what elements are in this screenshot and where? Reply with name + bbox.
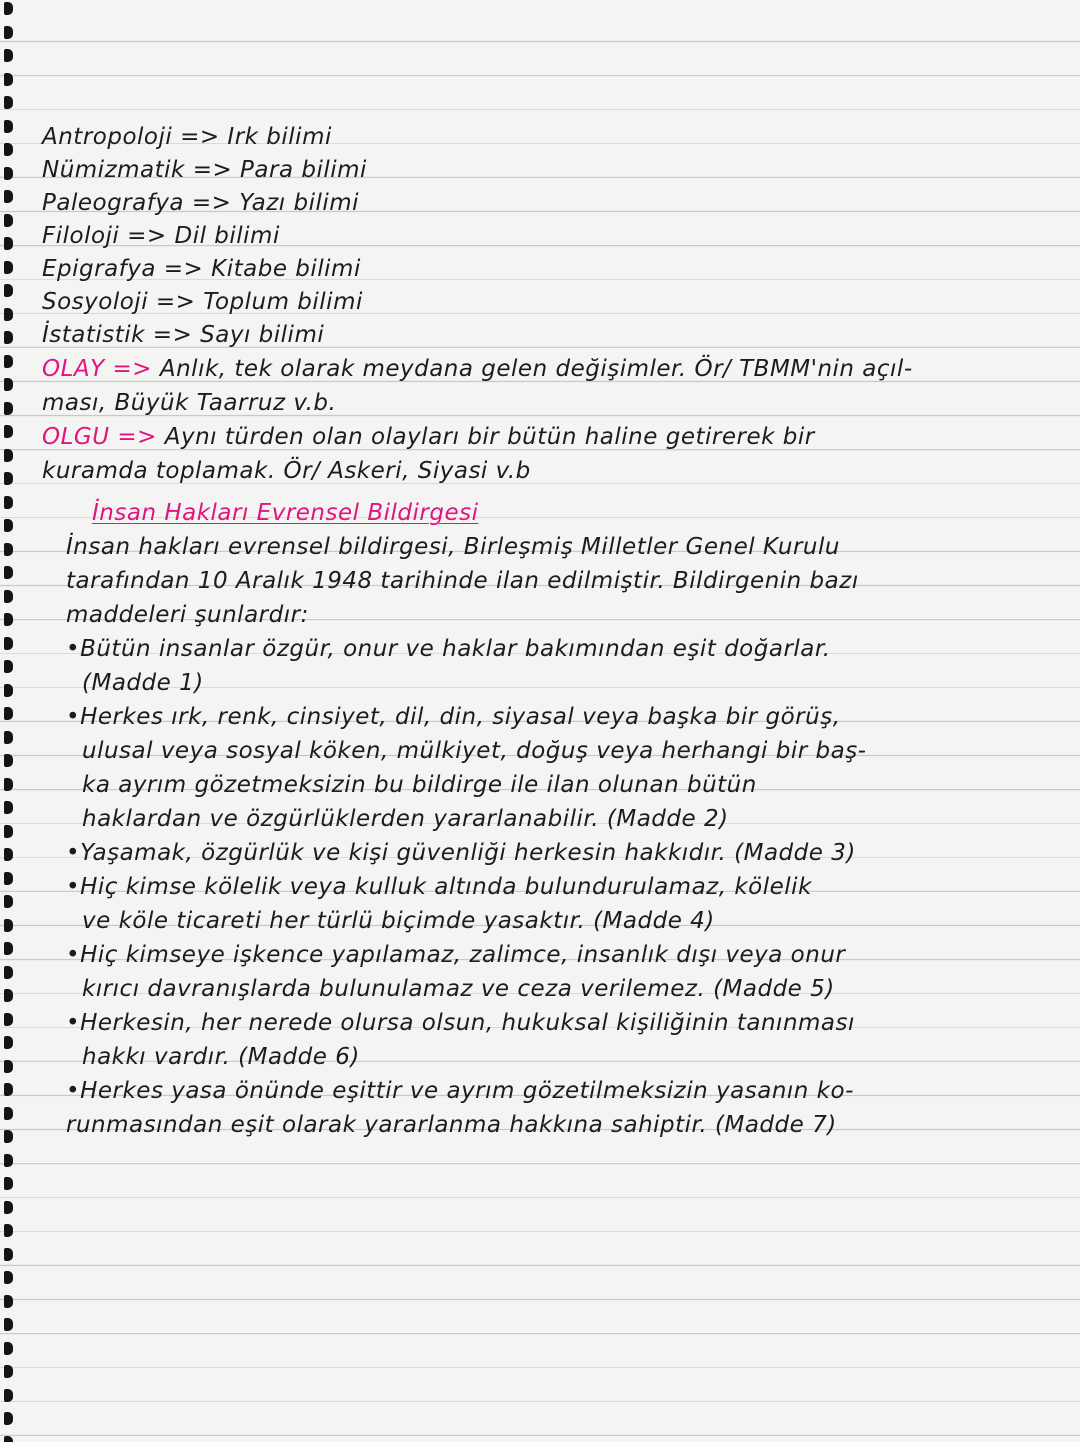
term-line: İstatistik => Sayı bilimi: [42, 322, 325, 348]
olay-line: [42, 352, 913, 386]
spiral-hole: [4, 167, 13, 180]
spiral-hole: [4, 543, 13, 556]
spiral-hole: [4, 1248, 13, 1261]
olgu-line-cont: kuramda toplamak. Ör/ Askeri, Siyasi v.b: [42, 458, 531, 484]
spiral-hole: [4, 1060, 13, 1073]
olay-label: OLAY =>: [42, 356, 153, 382]
spiral-hole: [4, 1271, 13, 1284]
spiral-hole: [4, 1365, 13, 1378]
spiral-hole: [4, 590, 13, 603]
body-line: •Bütün insanlar özgür, onur ve haklar bakımından eşit doğarlar.: [66, 636, 831, 662]
term-line: Nümizmatik => Para bilimi: [42, 157, 367, 183]
olgu-label: OLGU =>: [42, 424, 157, 450]
spiral-hole: [4, 1036, 13, 1049]
spiral-hole: [4, 378, 13, 391]
spiral-hole: [4, 26, 13, 39]
spiral-hole: [4, 1412, 13, 1425]
spiral-hole: [4, 1107, 13, 1120]
spiral-hole: [4, 707, 13, 720]
body-line: •Hiç kimse kölelik veya kulluk altında bulundurulamaz, kölelik: [66, 874, 812, 900]
body-line: ka ayrım gözetmeksizin bu bildirge ile ilan olunan bütün: [82, 772, 757, 798]
spiral-hole: [4, 425, 13, 438]
body-line: kırıcı davranışlarda bulunulamaz ve ceza verilemez. (Madde 5): [82, 976, 835, 1002]
spiral-hole: [4, 566, 13, 579]
spiral-hole: [4, 2, 13, 15]
section-heading: İnsan Hakları Evrensel Bildirgesi: [92, 500, 479, 526]
spiral-hole: [4, 402, 13, 415]
spiral-hole: [4, 284, 13, 297]
spiral-hole: [4, 49, 13, 62]
spiral-binding: [0, 0, 22, 1442]
spiral-hole: [4, 1342, 13, 1355]
spiral-hole: [4, 825, 13, 838]
body-line: (Madde 1): [82, 670, 204, 696]
spiral-hole: [4, 895, 13, 908]
spiral-hole: [4, 519, 13, 532]
spiral-hole: [4, 919, 13, 932]
spiral-hole: [4, 449, 13, 462]
olay-text: Anlık, tek olarak meydana gelen değişimler. Ör/ TBMM'nin açıl-: [159, 356, 913, 382]
body-line: maddeleri şunlardır:: [66, 602, 309, 628]
term-line: Paleografya => Yazı bilimi: [42, 190, 360, 216]
spiral-hole: [4, 190, 13, 203]
spiral-hole: [4, 261, 13, 274]
spiral-hole: [4, 637, 13, 650]
term-line: Sosyoloji => Toplum bilimi: [42, 289, 363, 315]
spiral-hole: [4, 237, 13, 250]
spiral-hole: [4, 1013, 13, 1026]
spiral-hole: [4, 1130, 13, 1143]
body-line: İnsan hakları evrensel bildirgesi, Birleşmiş Milletler Genel Kurulu: [66, 534, 840, 560]
spiral-hole: [4, 355, 13, 368]
spiral-hole: [4, 496, 13, 509]
body-line: ulusal veya sosyal köken, mülkiyet, doğuş veya herhangi bir baş-: [82, 738, 867, 764]
term-line: Antropoloji => Irk bilimi: [42, 124, 332, 150]
body-line: •Hiç kimseye işkence yapılamaz, zalimce, insanlık dışı veya onur: [66, 942, 846, 968]
spiral-hole: [4, 1295, 13, 1308]
body-line: •Herkesin, her nerede olursa olsun, hukuksal kişiliğinin tanınması: [66, 1010, 855, 1036]
spiral-hole: [4, 1224, 13, 1237]
spiral-hole: [4, 754, 13, 767]
body-line: runmasından eşit olarak yararlanma hakkına sahiptir. (Madde 7): [66, 1112, 837, 1138]
spiral-hole: [4, 1177, 13, 1190]
body-line: •Herkes ırk, renk, cinsiyet, dil, din, siyasal veya başka bir görüş,: [66, 704, 841, 730]
spiral-hole: [4, 331, 13, 344]
term-line: Epigrafya => Kitabe bilimi: [42, 256, 361, 282]
spiral-hole: [4, 848, 13, 861]
spiral-hole: [4, 660, 13, 673]
olay-line-cont: ması, Büyük Taarruz v.b.: [42, 390, 337, 416]
spiral-hole: [4, 1154, 13, 1167]
body-line: haklardan ve özgürlüklerden yararlanabilir. (Madde 2): [82, 806, 729, 832]
olgu-text: Aynı türden olan olayları bir bütün haline getirerek bir: [164, 424, 815, 450]
spiral-hole: [4, 1436, 13, 1442]
spiral-hole: [4, 731, 13, 744]
spiral-hole: [4, 872, 13, 885]
spiral-hole: [4, 942, 13, 955]
spiral-hole: [4, 613, 13, 626]
spiral-hole: [4, 684, 13, 697]
body-line: •Yaşamak, özgürlük ve kişi güvenliği herkesin hakkıdır. (Madde 3): [66, 840, 856, 866]
spiral-hole: [4, 472, 13, 485]
body-line: hakkı vardır. (Madde 6): [82, 1044, 360, 1070]
spiral-hole: [4, 1201, 13, 1214]
spiral-hole: [4, 778, 13, 791]
spiral-hole: [4, 73, 13, 86]
term-line: Filoloji => Dil bilimi: [42, 223, 280, 249]
spiral-hole: [4, 120, 13, 133]
spiral-hole: [4, 1318, 13, 1331]
spiral-hole: [4, 143, 13, 156]
olgu-line: [42, 420, 815, 454]
spiral-hole: [4, 966, 13, 979]
body-line: ve köle ticareti her türlü biçimde yasaktır. (Madde 4): [82, 908, 715, 934]
spiral-hole: [4, 1083, 13, 1096]
spiral-hole: [4, 801, 13, 814]
spiral-hole: [4, 214, 13, 227]
spiral-hole: [4, 1389, 13, 1402]
body-line: tarafından 10 Aralık 1948 tarihinde ilan edilmiştir. Bildirgenin bazı: [66, 568, 859, 594]
spiral-hole: [4, 96, 13, 109]
spiral-hole: [4, 989, 13, 1002]
spiral-hole: [4, 308, 13, 321]
body-line: •Herkes yasa önünde eşittir ve ayrım gözetilmeksizin yasanın ko-: [66, 1078, 854, 1104]
